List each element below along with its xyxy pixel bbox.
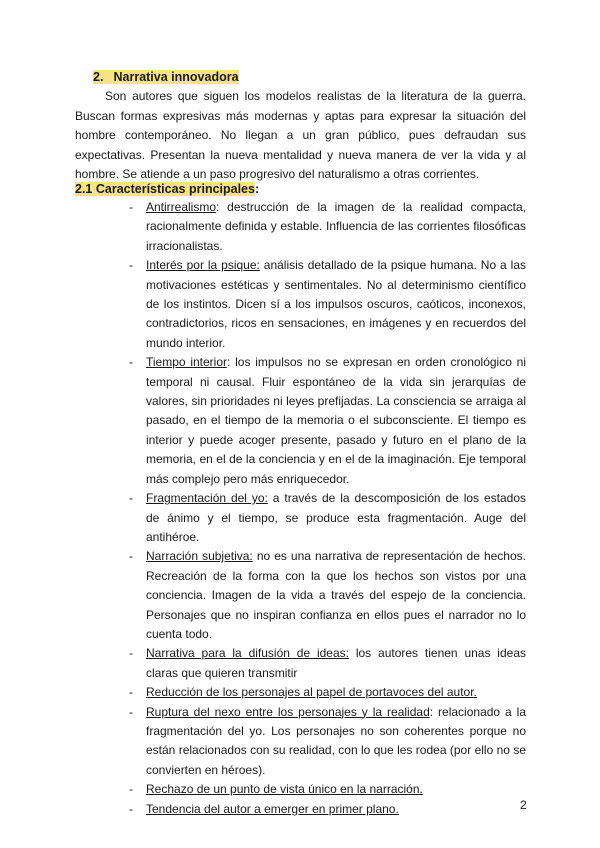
item-term: Interés por la psique:	[146, 258, 260, 273]
characteristics-list	[129, 198, 526, 819]
section-number: 2.	[93, 70, 104, 84]
list-item: - Narrativa para la difusión de ideas: los autores tienen unas ideas claras que quieren transmitir	[129, 646, 526, 680]
subsection-heading: 2.1 Características principales:	[75, 182, 260, 196]
list-item: - Reducción de los personajes al papel de portavoces del autor.	[129, 685, 477, 700]
item-term: Fragmentación del yo:	[146, 491, 268, 506]
page-number: 2	[520, 798, 527, 812]
item-term: Tiempo interior	[146, 355, 228, 370]
list-item: - Narración subjetiva: no es una narrativa de representación de hechos. Recreación de la forma con la que los hechos son vistos por una conciencia. Imagen de la vida a través del espejo de la conciencia. Personajes que no inspiran confianza en ellos pues el narrador no lo cuenta todo.	[129, 549, 526, 641]
item-term: Tendencia del autor a emerger en primer plano.	[146, 801, 399, 816]
list-item: - Ruptura del nexo entre los personajes y la realidad: relacionado a la fragmentación del yo. Los personajes no son coherentes porque no están relacionados con su realidad, con lo que les rodea (por ello no se convierten en héroes).	[129, 704, 526, 777]
item-term: Ruptura del nexo entre los personajes y la realidad	[146, 704, 430, 719]
list-item: - Tiempo interior: los impulsos no se expresan en orden cronológico ni temporal ni causal. Fluir espontáneo de la vida sin jerarquías de valores, sin prioridades ni leyes prefijadas. La consciencia se arraiga al pasado, en el tiempo de la memoria o el subconsciente. El tiempo es interior y puede acoger presente, pasado y futuro en el plano de la memoria, en el de la conciencia y en el de la imaginación. Eje temporal más complejo pero más enriquecedor.	[129, 355, 526, 486]
list-item: - Antirrealismo: destrucción de la imagen de la realidad compacta, racionalmente definida y estable. Influencia de las corrientes filosóficas irracionalistas.	[129, 200, 526, 253]
item-term: Narración subjetiva:	[146, 549, 253, 564]
section-title: Narrativa innovadora	[113, 70, 239, 84]
list-item: - Tendencia del autor a emerger en primer plano.	[129, 801, 399, 816]
item-term: Rechazo de un punto de vista único en la narración.	[146, 782, 423, 797]
list-item: - Rechazo de un punto de vista único en la narración.	[129, 782, 423, 797]
list-item: - Fragmentación del yo: a través de la descomposición de los estados de ánimo y el tiempo, se produce esta fragmentación. Auge del antihéroe.	[129, 491, 526, 544]
item-term: Narrativa para la difusión de ideas:	[146, 646, 349, 661]
list-item: - Interés por la psique: análisis detallado de la psique humana. No a las motivaciones estéticas y sentimentales. No al determinismo científico de los instintos. Dicen sí a los impulsos oscuros, caóticos, inconexos, contradictorios, ricos en sensaciones, en imágenes y en recuerdos del mundo interior.	[129, 258, 526, 350]
item-term: Antirrealismo	[146, 200, 217, 214]
section-heading	[93, 69, 239, 86]
item-term: Reducción de los personajes al papel de portavoces del autor.	[146, 685, 477, 700]
intro-paragraph: Son autores que siguen los modelos realistas de la literatura de la guerra. Buscan formas expresivas más modernas y aptas para expresar la situación del hombre contemporáneo. No llegan a un gran público, pues defraudan sus expectativas. Presentan la nueva mentalidad y nueva manera de ver la vida y al hombre. Se atiende a un paso progresivo del naturalismo a otras corrientes.	[75, 89, 526, 181]
